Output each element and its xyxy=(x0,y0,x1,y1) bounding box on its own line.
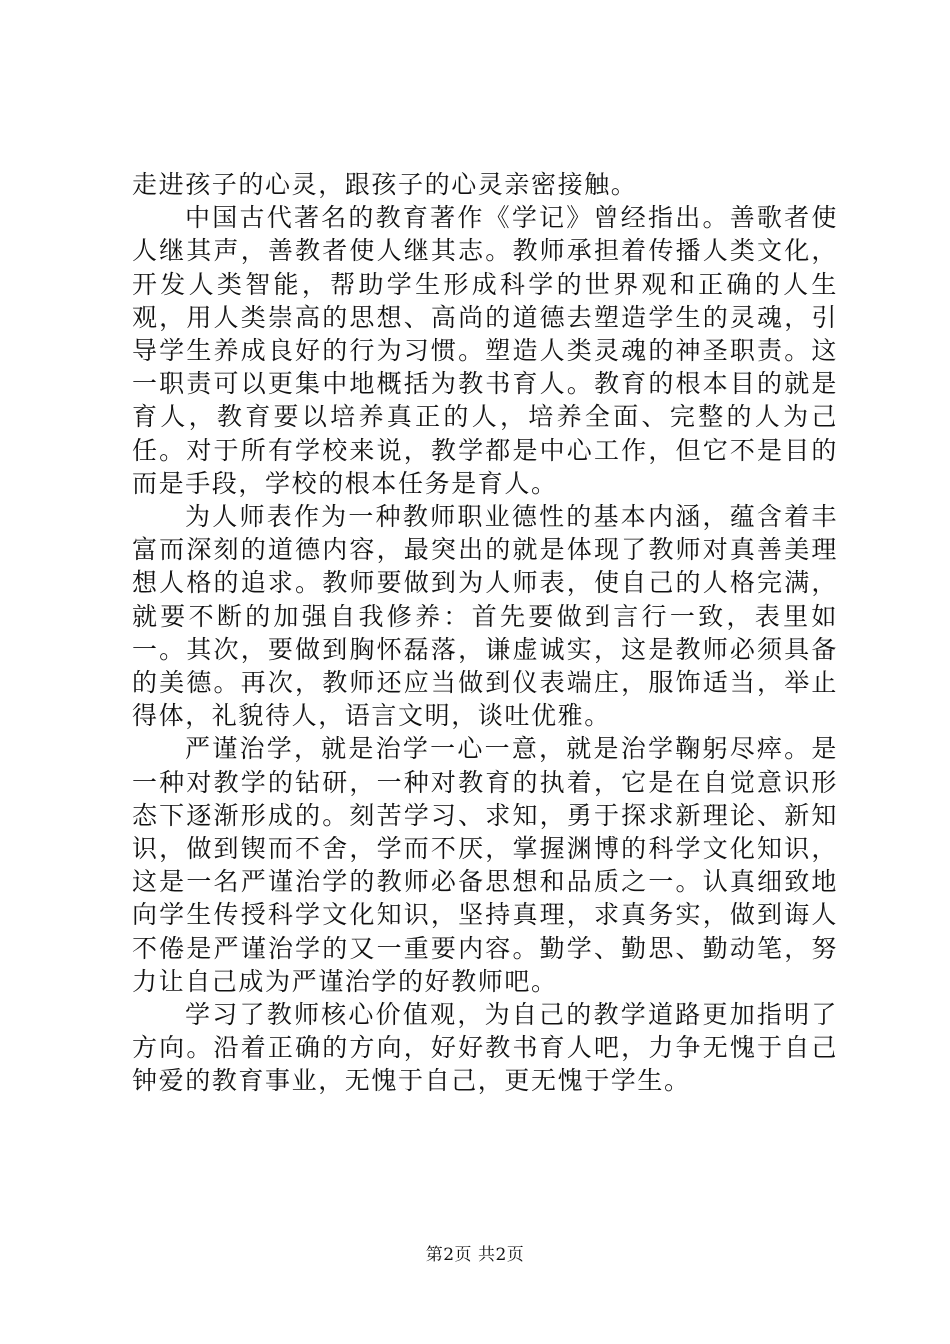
page-number-label: 第2页 共2页 xyxy=(425,1245,525,1265)
page-footer xyxy=(0,1244,950,1266)
paragraph-3: 为人师表作为一种教师职业德性的基本内涵，蕴含着丰富而深刻的道德内容，最突出的就是体现了教师对真善美理想人格的追求。教师要做到为人师表，使自己的人格完满，就要不断的加强自我修养：首先要做到言行一致，表里如一。其次，要做到胸怀磊落，谦虚诚实，这是教师必须具备的美德。再次，教师还应当做到仪表端庄，服饰适当，举止得体，礼貌待人，语言文明，谈吐优雅。 xyxy=(132,502,838,731)
paragraph-1: 走进孩子的心灵，跟孩子的心灵亲密接触。 xyxy=(132,170,638,199)
document-body xyxy=(132,168,838,1098)
paragraph-5: 学习了教师核心价值观，为自己的教学道路更加指明了方向。沿着正确的方向，好好教书育人吧，力争无愧于自己钟爱的教育事业，无愧于自己，更无愧于学生。 xyxy=(132,1000,838,1096)
paragraph-2: 中国古代著名的教育著作《学记》曾经指出。善歌者使人继其声，善教者使人继其志。教师承担着传播人类文化，开发人类智能，帮助学生形成科学的世界观和正确的人生观，用人类崇高的思想、高尚的道德去塑造学生的灵魂，引导学生养成良好的行为习惯。塑造人类灵魂的神圣职责。这一职责可以更集中地概括为教书育人。教育的根本目的就是育人，教育要以培养真正的人，培养全面、完整的人为己任。对于所有学校来说，教学都是中心工作，但它不是目的而是手段，学校的根本任务是育人。 xyxy=(132,203,838,498)
paragraph-4: 严谨治学，就是治学一心一意，就是治学鞠躬尽瘁。是一种对教学的钻研，一种对教育的执着，它是在自觉意识形态下逐渐形成的。刻苦学习、求知，勇于探求新理论、新知识，做到锲而不舍，学而不厌，掌握渊博的科学文化知识，这是一名严谨治学的教师必备思想和品质之一。认真细致地向学生传授科学文化知识，坚持真理，求真务实，做到诲人不倦是严谨治学的又一重要内容。勤学、勤思、勤动笔，努力让自己成为严谨治学的好教师吧。 xyxy=(132,734,838,996)
